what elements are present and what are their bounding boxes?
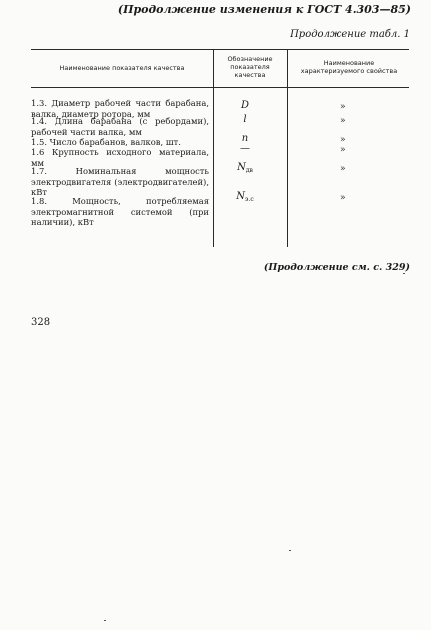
table-row-name: 1.5. Число барабанов, валков, шт. <box>31 137 181 147</box>
table-row-symbol: $N_{э.с}$ <box>236 191 254 203</box>
column-divider-2 <box>287 49 288 247</box>
table-row-name: 1.7. Номинальная мощность электродвигателя (электродвигателей), кВт <box>31 166 209 197</box>
table-row-property: » <box>340 102 346 112</box>
table-row-property: » <box>340 135 346 145</box>
table-header-rule <box>31 87 409 88</box>
page-number: 328 <box>31 317 51 328</box>
table-continuation-label: Продолжение табл. 1 <box>290 29 410 40</box>
column-header-property: Наименование характеризуемого свойства <box>300 59 398 75</box>
table-row-name: 1.3. Диаметр рабочей части барабана, валка, диаметр ротора, мм <box>31 98 209 119</box>
table-row-name: 1.8. Мощность, потребляемая электромагнитной системой (при наличии), кВт <box>31 196 209 227</box>
table-top-rule <box>31 49 409 50</box>
column-header-symbol: Обозначение показателя качества <box>227 55 273 79</box>
table-row-name: 1.4. Длина барабана (с ребордами), рабочей части валка, мм <box>31 116 209 137</box>
scan-speck <box>104 620 106 621</box>
table-row-name: 1.6 Крупность исходного материала, мм <box>31 147 209 168</box>
table-row-symbol: n <box>241 133 249 144</box>
document-header: (Продолжение изменения к ГОСТ 4.303—85) <box>117 3 411 16</box>
table-row-property: » <box>340 116 346 126</box>
table-row-property: » <box>340 145 346 155</box>
scan-speck <box>289 550 291 551</box>
column-header-name: Наименование показателя качества <box>59 64 185 72</box>
column-divider-1 <box>213 49 214 247</box>
table-row-symbol: l <box>243 114 247 125</box>
table-row-property: » <box>340 164 346 174</box>
table-row-property: » <box>340 193 346 203</box>
scan-speck <box>403 273 405 274</box>
table-row-symbol: $N_{дв}$ <box>237 162 253 174</box>
table-row-symbol: — <box>240 143 250 154</box>
continuation-note: (Продолжение см. с. 329) <box>263 262 410 273</box>
table-row-symbol: D <box>240 100 250 111</box>
